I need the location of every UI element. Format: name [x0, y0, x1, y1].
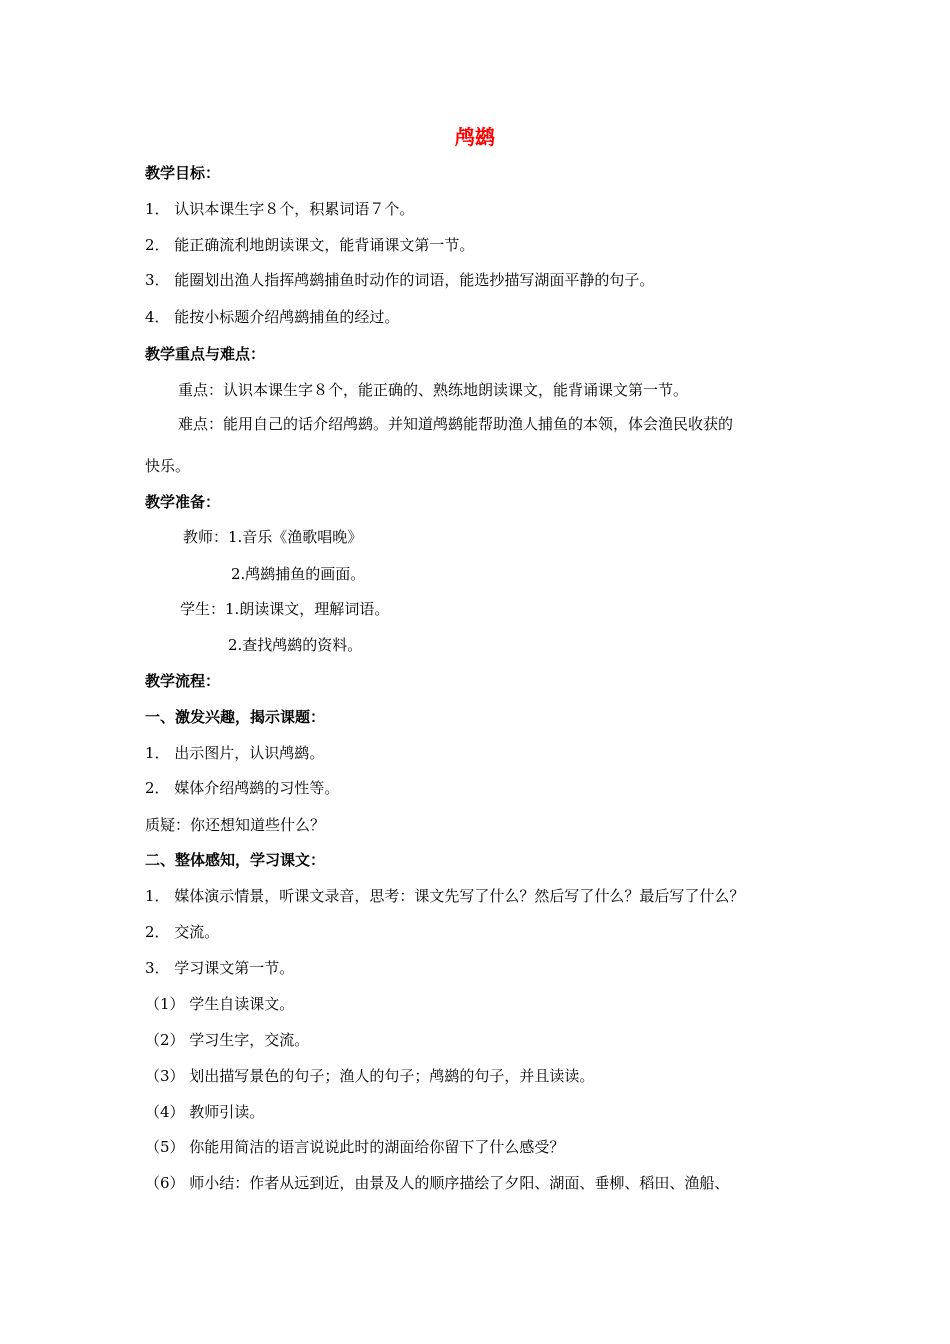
key-point-difficulty-line2: 快乐。: [145, 457, 191, 475]
objective-item-3: 3． 能圈划出渔人指挥鸬鹚捕鱼时动作的词语，能选抄描写湖面平静的句子。: [145, 271, 655, 289]
key-point-difficulty-line1: 难点：能用自己的话介绍鸬鹚。并知道鸬鹚能帮助渔人捕鱼的本领，体会渔民收获的: [178, 415, 734, 433]
section2-item-2: 2． 交流。: [145, 923, 220, 941]
objective-item-4: 4． 能按小标题介绍鸬鹚捕鱼的经过。: [145, 308, 400, 326]
section2-subitem-2: （2） 学习生字，交流。: [145, 1031, 310, 1049]
preparation-student-2: 2.查找鸬鹚的资料。: [228, 636, 363, 654]
section2-item-3: 3． 学习课文第一节。: [145, 959, 295, 977]
document-title: 鸬鹚: [455, 125, 495, 149]
preparation-heading: 教学准备：: [145, 493, 221, 511]
objective-item-1: 1． 认识本课生字８个，积累词语７个。: [145, 200, 415, 218]
objectives-heading: 教学目标：: [145, 164, 221, 182]
section2-subitem-6: （6） 师小结：作者从远到近，由景及人的顺序描绘了夕阳、湖面、垂柳、稻田、渔船、: [145, 1174, 730, 1192]
section2-subitem-1: （1） 学生自读课文。: [145, 995, 295, 1013]
section1-item-2: 2． 媒体介绍鸬鹚的习性等。: [145, 779, 340, 797]
preparation-teacher-2: 2.鸬鹚捕鱼的画面。: [231, 565, 366, 583]
section1-item-1: 1． 出示图片，认识鸬鹚。: [145, 744, 325, 762]
preparation-teacher-1: 教师：1.音乐《渔歌唱晚》: [183, 528, 363, 546]
key-point-focus: 重点：认识本课生字８个，能正确的、熟练地朗读课文，能背诵课文第一节。: [178, 381, 689, 399]
preparation-student-1: 学生：1.朗读课文，理解词语。: [180, 600, 390, 618]
process-heading: 教学流程：: [145, 672, 221, 690]
section1-heading: 一、激发兴趣，揭示课题：: [145, 708, 326, 726]
section2-subitem-4: （4） 教师引读。: [145, 1103, 265, 1121]
section2-subitem-3: （3） 划出描写景色的句子；渔人的句子；鸬鹚的句子，并且读读。: [145, 1067, 595, 1085]
section1-item-3: 质疑：你还想知道些什么？: [145, 816, 326, 834]
section2-heading: 二、整体感知，学习课文：: [145, 851, 326, 869]
section2-subitem-5: （5） 你能用简洁的语言说说此时的湖面给你留下了什么感受？: [145, 1138, 565, 1156]
section2-item-1: 1． 媒体演示情景，听课文录音，思考：课文先写了什么？然后写了什么？最后写了什么？: [145, 887, 745, 905]
key-points-heading: 教学重点与难点：: [145, 345, 266, 363]
objective-item-2: 2． 能正确流利地朗读课文，能背诵课文第一节。: [145, 236, 475, 254]
